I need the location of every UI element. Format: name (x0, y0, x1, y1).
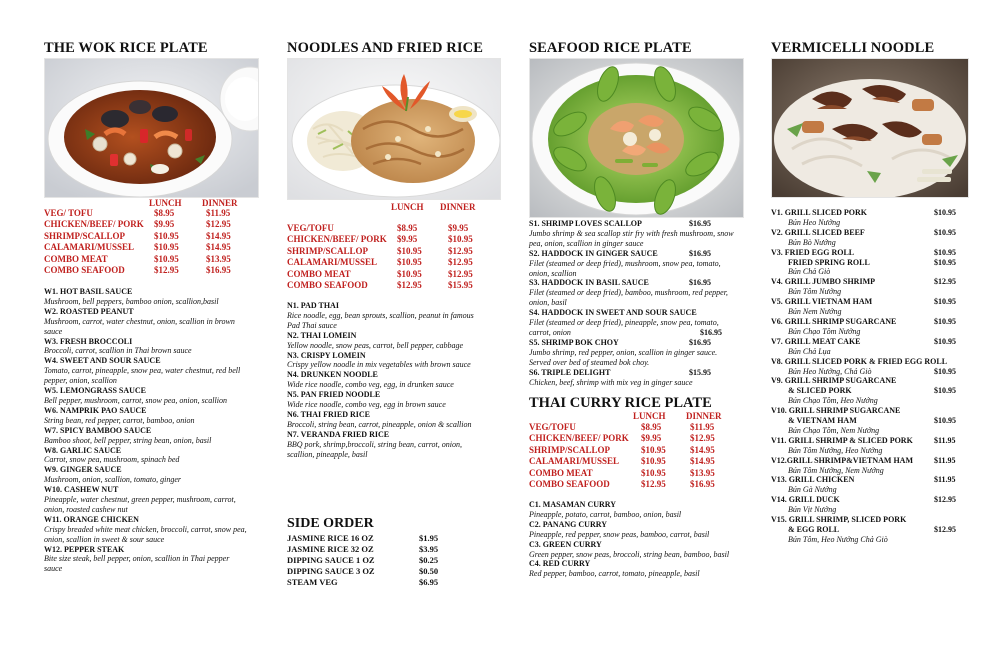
item-desc: Wide rice noodle, combo veg, egg, in drunken sauce (287, 380, 454, 390)
item-name: C2. PANANG CURRY (529, 519, 608, 529)
dinner-price: $14.95 (206, 242, 231, 253)
price-row (44, 231, 259, 242)
item-name: W10. CASHEW NUT (44, 485, 119, 495)
dinner-price: $14.95 (690, 456, 715, 467)
noodles-items (287, 301, 487, 460)
lunch-price: $9.95 (397, 234, 418, 245)
dinner-price: $12.95 (448, 268, 473, 279)
menu-item (44, 426, 249, 446)
price-row (287, 246, 500, 257)
side-name: JASMINE RICE 16 OZ (287, 533, 374, 543)
side-name: STEAM VEG (287, 577, 338, 588)
item-price: $10.95 (934, 297, 956, 307)
price-row (44, 242, 259, 253)
item-desc: Bún Bò Nướng (788, 237, 836, 247)
dinner-price: $15.95 (448, 279, 473, 290)
item-name: W11. ORANGE CHICKEN (44, 514, 139, 524)
menu-item (529, 540, 734, 560)
item-name: W1. HOT BASIL SAUCE (44, 287, 133, 296)
item-name (529, 219, 734, 229)
item-desc: Rice noodle, egg, bean sprouts, scallion, peanut in famous Pad Thai sauce (287, 310, 474, 330)
item-title: S1. SHRIMP LOVES SCALLOP (529, 219, 642, 228)
curry-dinner-header: DINNER (686, 411, 722, 421)
item-desc-text: Filet (steamed or deep fried), pineapple, snow pea, tomato, carrot, onion (529, 318, 719, 337)
item-name (771, 277, 972, 287)
item-title-line2: FRIED SPRING ROLL (788, 257, 870, 267)
item-name: N3. CRISPY LOMEIN (287, 350, 366, 360)
menu-item (529, 249, 734, 279)
item-price: $12.95 (934, 277, 956, 287)
menu-item (529, 338, 734, 368)
item-title: S4. HADDOCK IN SWEET AND SOUR SAUCE (529, 308, 697, 318)
menu-item (771, 515, 972, 545)
item-desc: Chicken, beef, shrimp with mix veg in ginger sauce (529, 377, 693, 387)
lunch-price: $10.95 (154, 242, 179, 253)
item-desc: Filet (steamed or deep fried), mushroom, snow pea, tomato, onion, scallion (529, 258, 721, 278)
item-name-line2 (771, 258, 972, 268)
item-desc: Bún Tôm Nướng (788, 287, 842, 297)
vermicelli-photo (771, 58, 969, 198)
side-row (287, 577, 487, 588)
item-price: $15.95 (689, 367, 711, 377)
price-row (287, 269, 500, 280)
item-title: V5. GRILL VIETNAM HAM (771, 297, 873, 307)
dinner-price: $12.95 (206, 219, 231, 230)
price-name: COMBO SEAFOOD (44, 264, 125, 275)
item-name (771, 456, 972, 466)
item-title: V14. GRILL DUCK (771, 495, 840, 505)
menu-item (529, 500, 734, 520)
menu-item (287, 410, 487, 430)
item-price: $10.95 (934, 336, 956, 346)
menu-item (529, 520, 734, 540)
item-desc: Jumbo shrimp & sea scallop stir fry with fresh mushroom, snow pea, onion, scallion in ginger sauce (529, 228, 734, 248)
item-desc: Mushroom, onion, scallion, tomato, ginger (44, 475, 182, 485)
item-desc: Bamboo shoot, bell pepper, string bean, onion, basil (44, 435, 212, 445)
menu-item (771, 406, 972, 436)
price-row (44, 208, 259, 219)
curry-title: THAI CURRY RICE PLATE (529, 395, 712, 411)
item-desc: Bún Vịt Nướng (788, 505, 837, 515)
menu-item (44, 545, 249, 575)
menu-item (44, 406, 249, 426)
menu-item (287, 351, 487, 371)
price-name: CALAMARI/MUSSEL (529, 456, 620, 467)
item-desc-text: Bún Heo Nướng, Chả Giò (788, 366, 872, 376)
item-name (529, 338, 734, 348)
item-price: $10.95 (934, 257, 956, 267)
price-row (287, 234, 500, 245)
dinner-price: $16.95 (690, 478, 715, 489)
menu-item (771, 376, 972, 406)
side-row (287, 566, 487, 577)
item-title: V1. GRILL SLICED PORK (771, 208, 868, 217)
item-name (771, 208, 972, 218)
price-name: VEG/TOFU (529, 422, 576, 432)
item-name (771, 436, 972, 446)
item-name: N7. VERANDA FRIED RICE (287, 429, 390, 439)
item-desc: Mushroom, bell peppers, bamboo onion, scallion,basil (44, 296, 219, 306)
curry-items (529, 500, 734, 579)
item-desc: Crispy breaded white meat chicken, broccoli, carrot, snow pea, onion, scallion in sweet & sour sauce (44, 524, 247, 544)
menu-item (771, 317, 972, 337)
dinner-price: $16.95 (206, 264, 231, 275)
menu-item (529, 219, 734, 249)
vermicelli-items (771, 208, 972, 545)
item-name: N5. PAN FRIED NOODLE (287, 390, 381, 400)
item-title: V2. GRILL SLICED BEEF (771, 227, 865, 237)
item-name (529, 308, 734, 318)
dinner-price: $10.95 (448, 234, 473, 245)
side-name: DIPPING SAUCE 1 OZ (287, 555, 375, 566)
item-title-line2: & VIETNAM HAM (788, 416, 857, 426)
item-price: $10.95 (934, 386, 956, 396)
price-row (287, 257, 500, 268)
item-name (771, 406, 972, 416)
item-desc: Bún Chạo Tôm Nướng (788, 326, 861, 336)
item-price: $11.95 (934, 435, 956, 445)
item-title: S3. HADDOCK IN BASIL SAUCE (529, 278, 649, 288)
wok-photo (44, 58, 259, 198)
lunch-price: $8.95 (397, 223, 418, 233)
side-order-table (287, 533, 487, 588)
menu-item (44, 307, 249, 337)
price-name: COMBO SEAFOOD (529, 478, 610, 489)
item-title: V3. FRIED EGG ROLL (771, 247, 855, 257)
price-name: COMBO MEAT (44, 253, 108, 264)
item-price: $16.95 (689, 278, 711, 288)
wok-title: THE WOK RICE PLATE (44, 40, 208, 56)
lunch-price: $10.95 (397, 245, 422, 256)
item-desc: Bún Chả Lụa (788, 346, 831, 356)
menu-item (771, 248, 972, 278)
item-name: C1. MASAMAN CURRY (529, 500, 617, 509)
dinner-price: $11.95 (206, 208, 231, 218)
item-desc: Pineapple, red pepper, snow peas, bamboo, carrot, basil (529, 529, 710, 539)
lunch-price: $10.95 (154, 253, 179, 264)
side-price: $0.25 (419, 555, 439, 566)
price-name: CALAMARI/MUSSEL (287, 257, 378, 268)
side-name: JASMINE RICE 32 OZ (287, 544, 374, 555)
lunch-price: $10.95 (641, 444, 666, 455)
item-desc: Crispy yellow noodle in mix vegetables with brown sauce (287, 360, 471, 370)
menu-item (771, 337, 972, 357)
price-name: VEG/ TOFU (44, 208, 93, 218)
lunch-price: $9.95 (641, 433, 662, 444)
price-name: COMBO MEAT (529, 467, 593, 478)
item-desc: Bún Chạo Tôm, Nem Nướng (788, 425, 880, 435)
menu-item (44, 287, 249, 307)
item-title: V8. GRILL SLICED PORK & FRIED EGG ROLL (771, 356, 948, 366)
item-desc: Bún Tôm, Heo Nướng Chả Giò (788, 534, 888, 544)
item-name: W2. ROASTED PEANUT (44, 306, 134, 316)
seafood-title: SEAFOOD RICE PLATE (529, 40, 692, 56)
side-row (287, 555, 487, 566)
item-desc: Mushroom, carrot, water chestnut, onion, scallion in brown sauce (44, 316, 235, 336)
item-name-line2 (771, 386, 972, 396)
item-price: $10.95 (934, 247, 956, 257)
menu-item (44, 485, 249, 515)
item-name (529, 249, 734, 259)
lunch-price: $10.95 (641, 467, 666, 478)
menu-item (287, 430, 487, 460)
side-name: DIPPING SAUCE 3 OZ (287, 566, 375, 577)
item-title: S2. HADDOCK IN GINGER SAUCE (529, 248, 658, 258)
lunch-price: $10.95 (641, 456, 666, 467)
item-desc: Green pepper, snow peas, broccoli, string bean, bamboo, basil (529, 549, 730, 559)
menu-item (44, 515, 249, 545)
noodles-price-table (287, 223, 500, 291)
item-desc: Pineapple, water chestnut, green pepper, mushroom, carrot, onion, roasted cashew nut (44, 495, 236, 514)
lunch-price: $9.95 (154, 219, 175, 230)
item-price: $10.95 (934, 366, 956, 376)
item-name: N4. DRUNKEN NOODLE (287, 370, 378, 380)
price-name: COMBO MEAT (287, 268, 351, 279)
item-desc: Bún Gà Nướng (788, 485, 837, 495)
item-desc: Red pepper, bamboo, carrot, tomato, pineapple, basil (529, 569, 700, 579)
menu-item (44, 446, 249, 466)
item-name (529, 368, 734, 378)
item-name: W12. PEPPER STEAK (44, 544, 125, 554)
item-price: $16.95 (700, 327, 722, 337)
item-desc: Bún Tôm Nướng, Nem Nướng (788, 465, 884, 475)
item-title: S6. TRIPLE DELIGHT (529, 367, 611, 377)
side-price: $1.95 (419, 533, 439, 543)
menu-item (771, 475, 972, 495)
dinner-price: $14.95 (690, 444, 715, 455)
item-price: $12.95 (934, 525, 956, 534)
price-name: CHICKEN/BEEF/ PORK (529, 433, 629, 444)
item-price: $11.95 (934, 455, 956, 465)
menu-item (529, 308, 734, 338)
item-price: $12.95 (934, 495, 956, 505)
item-title: V10. GRILL SHRIMP SUGARCANE (771, 406, 901, 416)
dinner-price: $14.95 (206, 230, 231, 241)
lunch-price: $12.95 (641, 478, 666, 489)
item-name (771, 317, 972, 327)
item-desc: BBQ pork, shrimp,broccoli, string bean, carrot, onion, scallion, pineapple, basil (287, 439, 462, 459)
side-price: $6.95 (419, 577, 439, 588)
item-title: V12.GRILL SHRIMP&VIETNAM HAM (771, 455, 914, 465)
dinner-price: $9.95 (448, 223, 469, 233)
price-name: COMBO SEAFOOD (287, 279, 368, 290)
price-row (44, 254, 259, 265)
item-name: N2. THAI LOMEIN (287, 330, 357, 340)
lunch-price: $10.95 (397, 257, 422, 268)
lunch-price: $10.95 (397, 268, 422, 279)
item-name: W6. NAMPRIK PAO SAUCE (44, 405, 147, 415)
lunch-price: $8.95 (154, 208, 175, 218)
price-row (529, 445, 744, 456)
price-row (529, 456, 744, 467)
dinner-price: $13.95 (206, 253, 231, 264)
menu-item (44, 465, 249, 485)
menu-item (771, 436, 972, 456)
menu-item (287, 301, 487, 331)
price-name: CHICKEN/BEEF/ PORK (287, 234, 387, 245)
item-desc: Tomato, carrot, pineapple, snow pea, water chestnut, red bell pepper, onion, scallion (44, 366, 241, 386)
item-desc: Carrot, snow pea, mushroom, spinach bed (44, 455, 180, 465)
menu-item (44, 386, 249, 406)
item-name-line2 (771, 525, 972, 535)
wok-items (44, 287, 249, 574)
item-price: $16.95 (689, 219, 711, 228)
item-desc: String bean, red pepper, carrot, bamboo, onion (44, 415, 195, 425)
item-title: V7. GRILL MEAT CAKE (771, 336, 861, 346)
item-name-line2 (771, 416, 972, 426)
item-title: V4. GRILL JUMBO SHRIMP (771, 277, 876, 287)
item-price: $11.95 (934, 475, 956, 485)
dinner-price: $12.95 (448, 245, 473, 256)
item-desc: Bell pepper, mushroom, carrot, snow pea, onion, scallion (44, 395, 227, 405)
dinner-price: $12.95 (690, 433, 715, 444)
item-name: W5. LEMONGRASS SAUCE (44, 386, 147, 396)
item-desc: Bún Chạo Tôm, Heo Nướng (788, 396, 878, 406)
menu-item (771, 357, 972, 377)
menu-item (44, 356, 249, 386)
menu-item (287, 370, 487, 390)
price-row (287, 280, 500, 291)
wok-dinner-header: DINNER (202, 198, 238, 208)
item-price: $10.95 (934, 208, 956, 217)
item-name: W8. GARLIC SAUCE (44, 445, 122, 455)
item-desc (529, 318, 734, 338)
price-name: VEG/TOFU (287, 223, 334, 233)
lunch-price: $12.95 (397, 279, 422, 290)
item-name: C3. GREEN CURRY (529, 539, 602, 549)
side-price: $3.95 (419, 544, 439, 555)
item-title: S5. SHRIMP BOK CHOY (529, 337, 619, 347)
item-desc: Yellow noodle, snow peas, carrot, bell pepper, cabbage (287, 340, 464, 350)
noodles-dinner-header: DINNER (440, 202, 476, 212)
item-desc: Pineapple, potato, carrot, bamboo, onion, basil (529, 509, 682, 519)
dinner-price: $13.95 (690, 467, 715, 478)
item-title-line2: & SLICED PORK (788, 386, 852, 396)
lunch-price: $12.95 (154, 264, 179, 275)
dinner-price: $12.95 (448, 257, 473, 268)
seafood-items (529, 219, 734, 387)
menu-item (771, 208, 972, 228)
lunch-price: $10.95 (154, 230, 179, 241)
item-name: N6. THAI FRIED RICE (287, 409, 370, 419)
item-desc: Wide rice noodle, combo veg, egg in brown sauce (287, 400, 446, 410)
price-name: CALAMARI/MUSSEL (44, 242, 135, 253)
item-desc: Filet (steamed or deep fried), bamboo, mushroom, red pepper, onion, basil (529, 288, 728, 308)
item-name: W7. SPICY BAMBOO SAUCE (44, 425, 152, 435)
item-name (771, 297, 972, 307)
seafood-photo (529, 58, 744, 218)
item-title: V6. GRILL SHRIMP SUGARCANE (771, 316, 897, 326)
menu-item (529, 559, 734, 579)
item-desc: Jumbo shrimp, red pepper, onion, scallion in ginger sauce. Served over bed of steamed bok choy. (529, 347, 718, 367)
side-row (287, 544, 487, 555)
menu-item (44, 337, 249, 357)
menu-item (529, 368, 734, 388)
side-price: $0.50 (419, 566, 439, 577)
item-desc (771, 367, 972, 377)
price-name: SHRIMP/SCALLOP (287, 245, 369, 256)
price-row (529, 468, 744, 479)
item-name (771, 515, 972, 525)
item-desc: Bún Heo Nướng (788, 217, 841, 227)
item-desc: Bún Chả Giò (788, 267, 831, 277)
item-name: N1. PAD THAI (287, 301, 339, 310)
item-name: W4. SWEET AND SOUR SAUCE (44, 356, 161, 366)
side-order-title: SIDE ORDER (287, 516, 374, 531)
noodles-title: NOODLES AND FRIED RICE (287, 40, 483, 56)
item-desc: Bún Tôm Nướng, Heo Nướng (788, 445, 883, 455)
item-name (771, 475, 972, 485)
curry-lunch-header: LUNCH (633, 411, 666, 421)
item-name (529, 278, 734, 288)
item-desc: Broccoli, string bean, carrot, pineapple, onion & scallion (287, 419, 472, 429)
item-desc: Bite size steak, bell pepper, onion, scallion in Thai pepper sauce (44, 554, 230, 574)
noodles-lunch-header: LUNCH (391, 202, 424, 212)
price-row (529, 422, 744, 433)
item-name (771, 357, 972, 367)
dinner-price: $11.95 (690, 422, 715, 432)
item-name (771, 337, 972, 347)
vermicelli-title: VERMICELLI NOODLE (771, 40, 935, 56)
item-price: $10.95 (934, 316, 956, 326)
item-price: $16.95 (689, 337, 711, 347)
price-name: SHRIMP/SCALLOP (44, 230, 126, 241)
price-name: SHRIMP/SCALLOP (529, 444, 611, 455)
menu-item (287, 390, 487, 410)
lunch-price: $8.95 (641, 422, 662, 432)
item-desc: Bún Nem Nướng (788, 307, 842, 317)
item-title: V9. GRILL SHRIMP SUGARCANE (771, 376, 897, 386)
item-name: W9. GINGER SAUCE (44, 465, 122, 475)
menu-item (771, 456, 972, 476)
price-row (529, 479, 744, 490)
item-name: C4. RED CURRY (529, 559, 591, 569)
item-name (771, 248, 972, 258)
menu-item (771, 297, 972, 317)
menu-item (771, 495, 972, 515)
price-name: CHICKEN/BEEF/ PORK (44, 219, 144, 230)
item-title: V11. GRILL SHRIMP & SLICED PORK (771, 435, 913, 445)
price-row (529, 433, 744, 444)
item-price: $16.95 (689, 248, 711, 258)
item-title: V13. GRILL CHICKEN (771, 475, 855, 485)
wok-price-table (44, 208, 259, 276)
wok-lunch-header: LUNCH (149, 198, 182, 208)
item-name (771, 376, 972, 386)
item-title-line2: & EGG ROLL (788, 525, 840, 534)
item-name (771, 228, 972, 238)
menu-item (771, 277, 972, 297)
price-row (44, 219, 259, 230)
item-price: $10.95 (934, 416, 956, 426)
item-name (771, 495, 972, 505)
price-row (287, 223, 500, 234)
menu-item (529, 278, 734, 308)
item-title: V15. GRILL SHRIMP, SLICED PORK (771, 515, 907, 525)
item-name: W3. FRESH BROCCOLI (44, 336, 133, 346)
item-desc: Broccoli, carrot, scallion in Thai brown sauce (44, 346, 192, 356)
price-row (44, 265, 259, 276)
side-row (287, 533, 487, 544)
noodles-photo (287, 58, 501, 200)
menu-item (287, 331, 487, 351)
menu-item (771, 228, 972, 248)
item-price: $10.95 (934, 227, 956, 237)
curry-price-table (529, 422, 744, 490)
